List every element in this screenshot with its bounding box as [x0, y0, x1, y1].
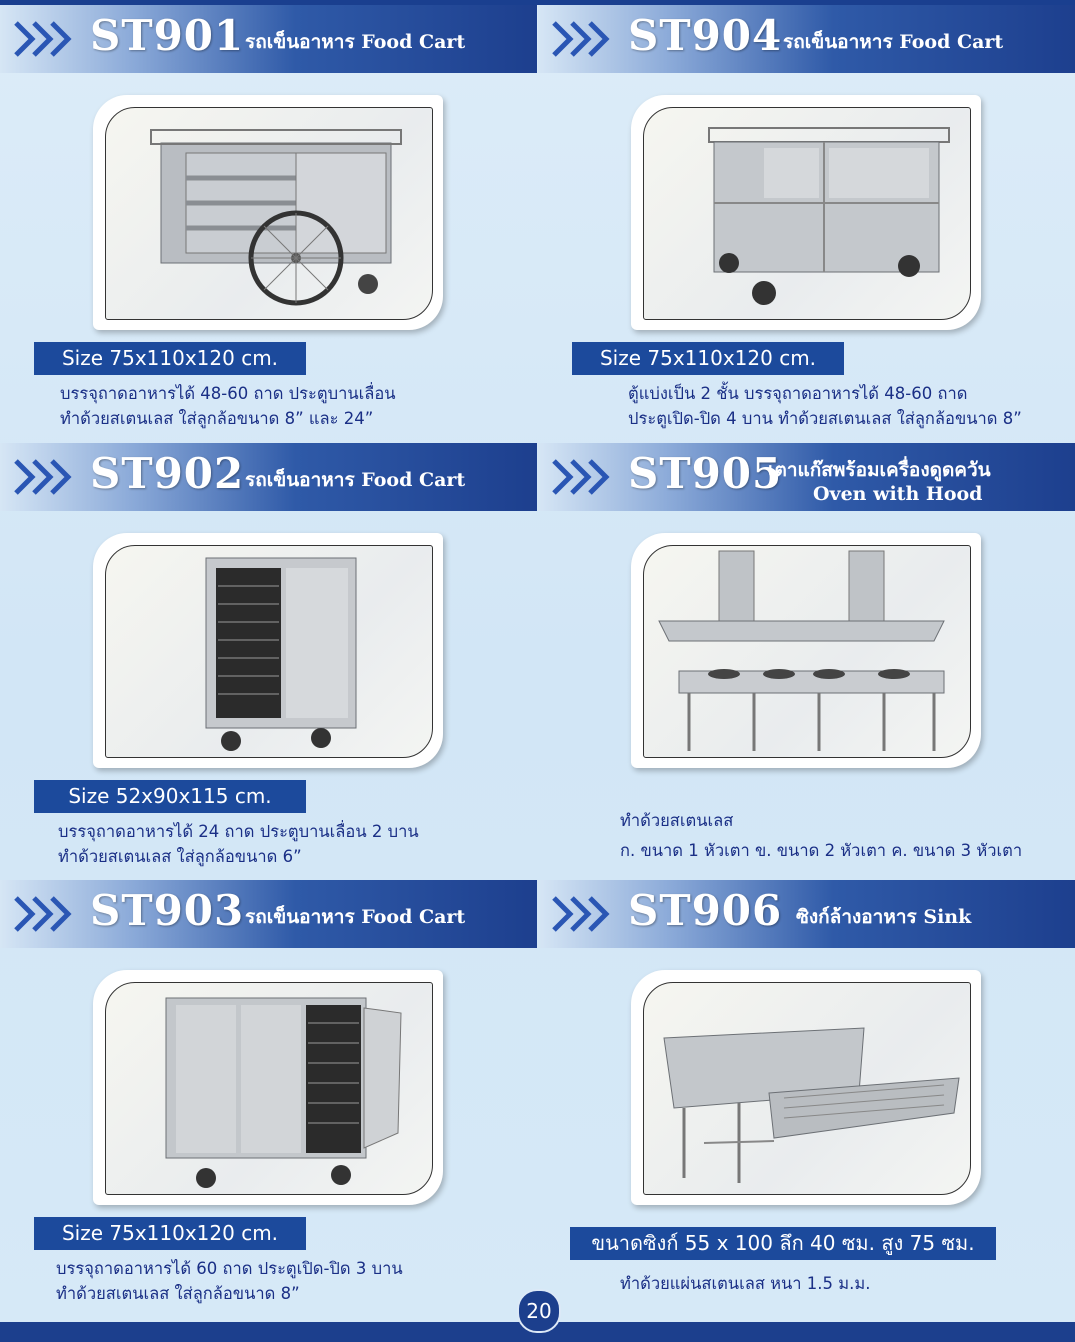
description-line: บรรจุถาดอาหารได้ 48-60 ถาด ประตูบานเลื่อน [60, 384, 396, 403]
product-title: รถเข็นอาหาร Food Cart [245, 906, 466, 928]
product-code: ST905 [628, 449, 783, 498]
product-st906 [538, 875, 1075, 1314]
page-number: 20 [517, 1289, 561, 1333]
product-st903 [0, 875, 537, 1314]
product-title: ซิงก์ล้างอาหาร Sink [796, 906, 972, 928]
chevrons-icon [12, 894, 76, 934]
product-description [620, 806, 1022, 866]
product-st901 [0, 0, 537, 439]
product-header-banner [538, 5, 1075, 73]
food-cart-photo [643, 107, 971, 320]
food-cart-photo [105, 982, 433, 1195]
product-photo-frame [93, 970, 443, 1205]
chevrons-icon [550, 894, 614, 934]
description-line: ทำด้วยสเตนเลส ใส่ลูกล้อขนาด 6” [58, 847, 302, 866]
size-label: Size 75x110x120 cm. [34, 1217, 306, 1250]
product-header-banner [538, 443, 1075, 511]
description-line: ทำด้วยสเตนเลส ใส่ลูกล้อขนาด 8” [56, 1284, 300, 1303]
product-photo-frame [631, 533, 981, 768]
sink-photo [643, 982, 971, 1195]
product-st902 [0, 438, 537, 877]
product-photo-frame [93, 533, 443, 768]
product-description [56, 1256, 403, 1306]
product-title: เตาแก๊สพร้อมเครื่องดูดควัน [768, 459, 991, 481]
size-label: Size 75x110x120 cm. [34, 342, 306, 375]
product-code: ST903 [90, 886, 245, 935]
chevrons-icon [12, 19, 76, 59]
product-description [58, 819, 419, 869]
product-header-banner [0, 5, 537, 73]
description-line: ทำด้วยสเตนเลส [620, 811, 734, 830]
product-photo-frame [631, 95, 981, 330]
product-title: รถเข็นอาหาร Food Cart [245, 469, 466, 491]
product-subtitle: Oven with Hood [813, 483, 983, 505]
size-label: Size 52x90x115 cm. [34, 780, 306, 813]
product-header-banner [0, 880, 537, 948]
description-line: ประตูเปิด-ปิด 4 บาน ทำด้วยสเตนเลส ใส่ลูกล้อขนาด 8” [628, 409, 1022, 428]
size-label: Size 75x110x120 cm. [572, 342, 844, 375]
product-code: ST902 [90, 449, 245, 498]
chevrons-icon [550, 19, 614, 59]
chevrons-icon [12, 457, 76, 497]
food-cart-photo [105, 545, 433, 758]
product-header-banner [538, 880, 1075, 948]
product-photo-frame [93, 95, 443, 330]
product-code: ST904 [628, 11, 783, 60]
food-cart-photo [105, 107, 433, 320]
product-description [620, 1271, 871, 1296]
product-st905 [538, 438, 1075, 877]
description-line: บรรจุถาดอาหารได้ 24 ถาด ประตูบานเลื่อน 2 บาน [58, 822, 419, 841]
description-line: บรรจุถาดอาหารได้ 60 ถาด ประตูเปิด-ปิด 3 บาน [56, 1259, 403, 1278]
product-st904 [538, 0, 1075, 439]
product-description [628, 381, 1022, 431]
product-title: รถเข็นอาหาร Food Cart [245, 31, 466, 53]
product-code: ST906 [628, 886, 783, 935]
product-photo-frame [631, 970, 981, 1205]
oven-with-hood-photo [643, 545, 971, 758]
product-description [60, 381, 396, 431]
description-line: ตู้แบ่งเป็น 2 ชั้น บรรจุถาดอาหารได้ 48-60 ถาด [628, 384, 968, 403]
product-title: รถเข็นอาหาร Food Cart [783, 31, 1004, 53]
product-code: ST901 [90, 11, 245, 60]
chevrons-icon [550, 457, 614, 497]
size-label: ขนาดซิงก์ 55 x 100 ลึก 40 ซม. สูง 75 ซม. [570, 1227, 996, 1260]
description-line: ทำด้วยสเตนเลส ใส่ลูกล้อขนาด 8” และ 24” [60, 409, 374, 428]
description-line: ก. ขนาด 1 หัวเตา ข. ขนาด 2 หัวเตา ค. ขนาด 3 หัวเตา [620, 841, 1023, 860]
product-header-banner [0, 443, 537, 511]
description-line: ทำด้วยแผ่นสเตนเลส หนา 1.5 ม.ม. [620, 1274, 871, 1293]
